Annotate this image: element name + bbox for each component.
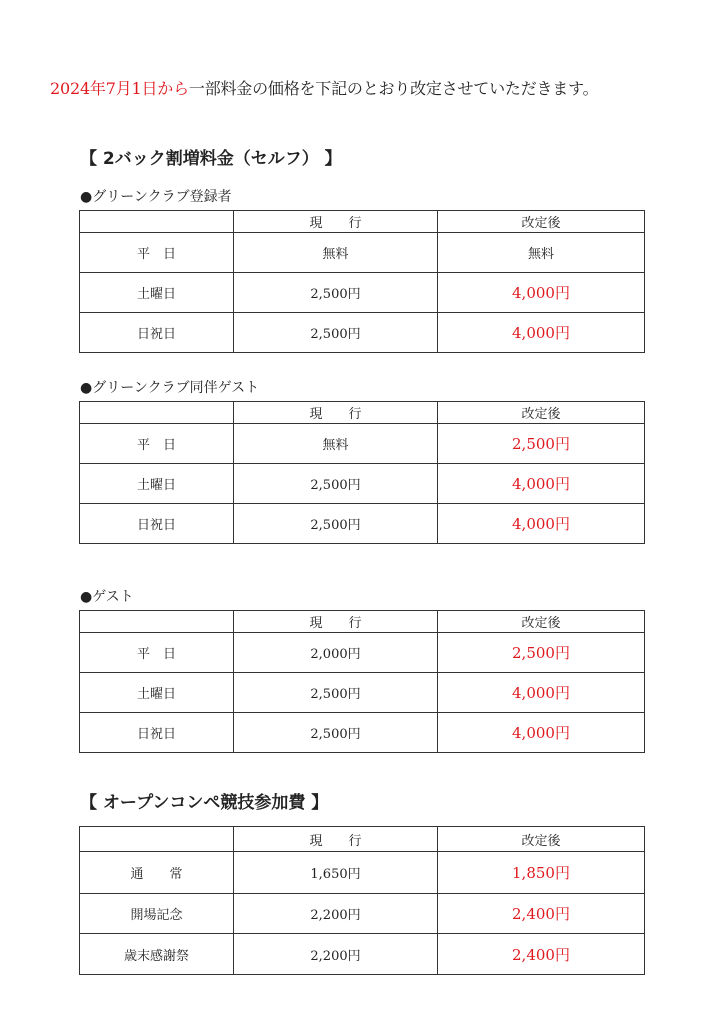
- header-current: 現 行: [234, 402, 438, 424]
- table-row: [80, 424, 645, 464]
- row-label: 平 日: [80, 233, 234, 273]
- header-blank: [80, 611, 234, 633]
- notice-text: 一部料金の価格を下記のとおり改定させていただきます。: [188, 79, 599, 98]
- current-price: 2,500円: [234, 464, 438, 504]
- current-price: 2,000円: [234, 633, 438, 673]
- revised-price: 4,000円: [438, 673, 645, 713]
- revised-price: 2,400円: [438, 934, 645, 975]
- table-header-row: [80, 827, 645, 852]
- row-label: 土曜日: [80, 673, 234, 713]
- section-title-open-competition-fee: 【 オープンコンペ競技参加費 】: [80, 793, 329, 813]
- table-row: [80, 934, 645, 975]
- header-blank: [80, 402, 234, 424]
- header-revised: 改定後: [438, 402, 645, 424]
- price-table-guest: [79, 610, 645, 753]
- current-price: 1,650円: [234, 852, 438, 894]
- current-price: 2,500円: [234, 273, 438, 313]
- current-price: 2,500円: [234, 673, 438, 713]
- revised-price: 2,500円: [438, 424, 645, 464]
- row-label: 日祝日: [80, 504, 234, 544]
- row-label: 日祝日: [80, 713, 234, 753]
- row-label: 土曜日: [80, 273, 234, 313]
- price-table-member-guest: [79, 401, 645, 544]
- effective-date: 2024年7月1日から: [50, 79, 189, 98]
- table-row: [80, 504, 645, 544]
- table-row: [80, 894, 645, 934]
- revised-price: 無料: [438, 233, 645, 273]
- revised-price: 4,000円: [438, 313, 645, 353]
- revised-price: 4,000円: [438, 464, 645, 504]
- current-price: 無料: [234, 233, 438, 273]
- current-price: 2,200円: [234, 894, 438, 934]
- current-price: 2,500円: [234, 313, 438, 353]
- group-title-member-guest: ●グリーンクラブ同伴ゲスト: [80, 380, 260, 396]
- header-revised: 改定後: [438, 827, 645, 852]
- current-price: 2,200円: [234, 934, 438, 975]
- row-label: 日祝日: [80, 313, 234, 353]
- table-row: [80, 464, 645, 504]
- table-header-row: [80, 402, 645, 424]
- table-row: [80, 713, 645, 753]
- row-label: 開場記念: [80, 894, 234, 934]
- revised-price: 4,000円: [438, 504, 645, 544]
- revised-price: 4,000円: [438, 713, 645, 753]
- group-title-member: ●グリーンクラブ登録者: [80, 189, 232, 205]
- current-price: 2,500円: [234, 504, 438, 544]
- row-label: 平 日: [80, 633, 234, 673]
- header-revised: 改定後: [438, 211, 645, 233]
- table-header-row: [80, 611, 645, 633]
- table-header-row: [80, 211, 645, 233]
- revised-price: 2,400円: [438, 894, 645, 934]
- header-current: 現 行: [234, 827, 438, 852]
- table-row: [80, 633, 645, 673]
- row-label: 通 常: [80, 852, 234, 894]
- notice-line: [50, 76, 690, 99]
- price-table-member: [79, 210, 645, 353]
- price-table-open-competition: [79, 826, 645, 975]
- table-row: [80, 852, 645, 894]
- table-row: [80, 233, 645, 273]
- revised-price: 1,850円: [438, 852, 645, 894]
- row-label: 歳末感謝祭: [80, 934, 234, 975]
- current-price: 2,500円: [234, 713, 438, 753]
- section-title-two-bag-surcharge: 【 2バック割増料金（セルフ） 】: [80, 149, 342, 169]
- revised-price: 4,000円: [438, 273, 645, 313]
- table-row: [80, 673, 645, 713]
- table-row: [80, 313, 645, 353]
- table-row: [80, 273, 645, 313]
- row-label: 平 日: [80, 424, 234, 464]
- current-price: 無料: [234, 424, 438, 464]
- header-revised: 改定後: [438, 611, 645, 633]
- row-label: 土曜日: [80, 464, 234, 504]
- group-title-guest: ●ゲスト: [80, 589, 134, 605]
- revised-price: 2,500円: [438, 633, 645, 673]
- header-current: 現 行: [234, 611, 438, 633]
- header-blank: [80, 211, 234, 233]
- header-blank: [80, 827, 234, 852]
- header-current: 現 行: [234, 211, 438, 233]
